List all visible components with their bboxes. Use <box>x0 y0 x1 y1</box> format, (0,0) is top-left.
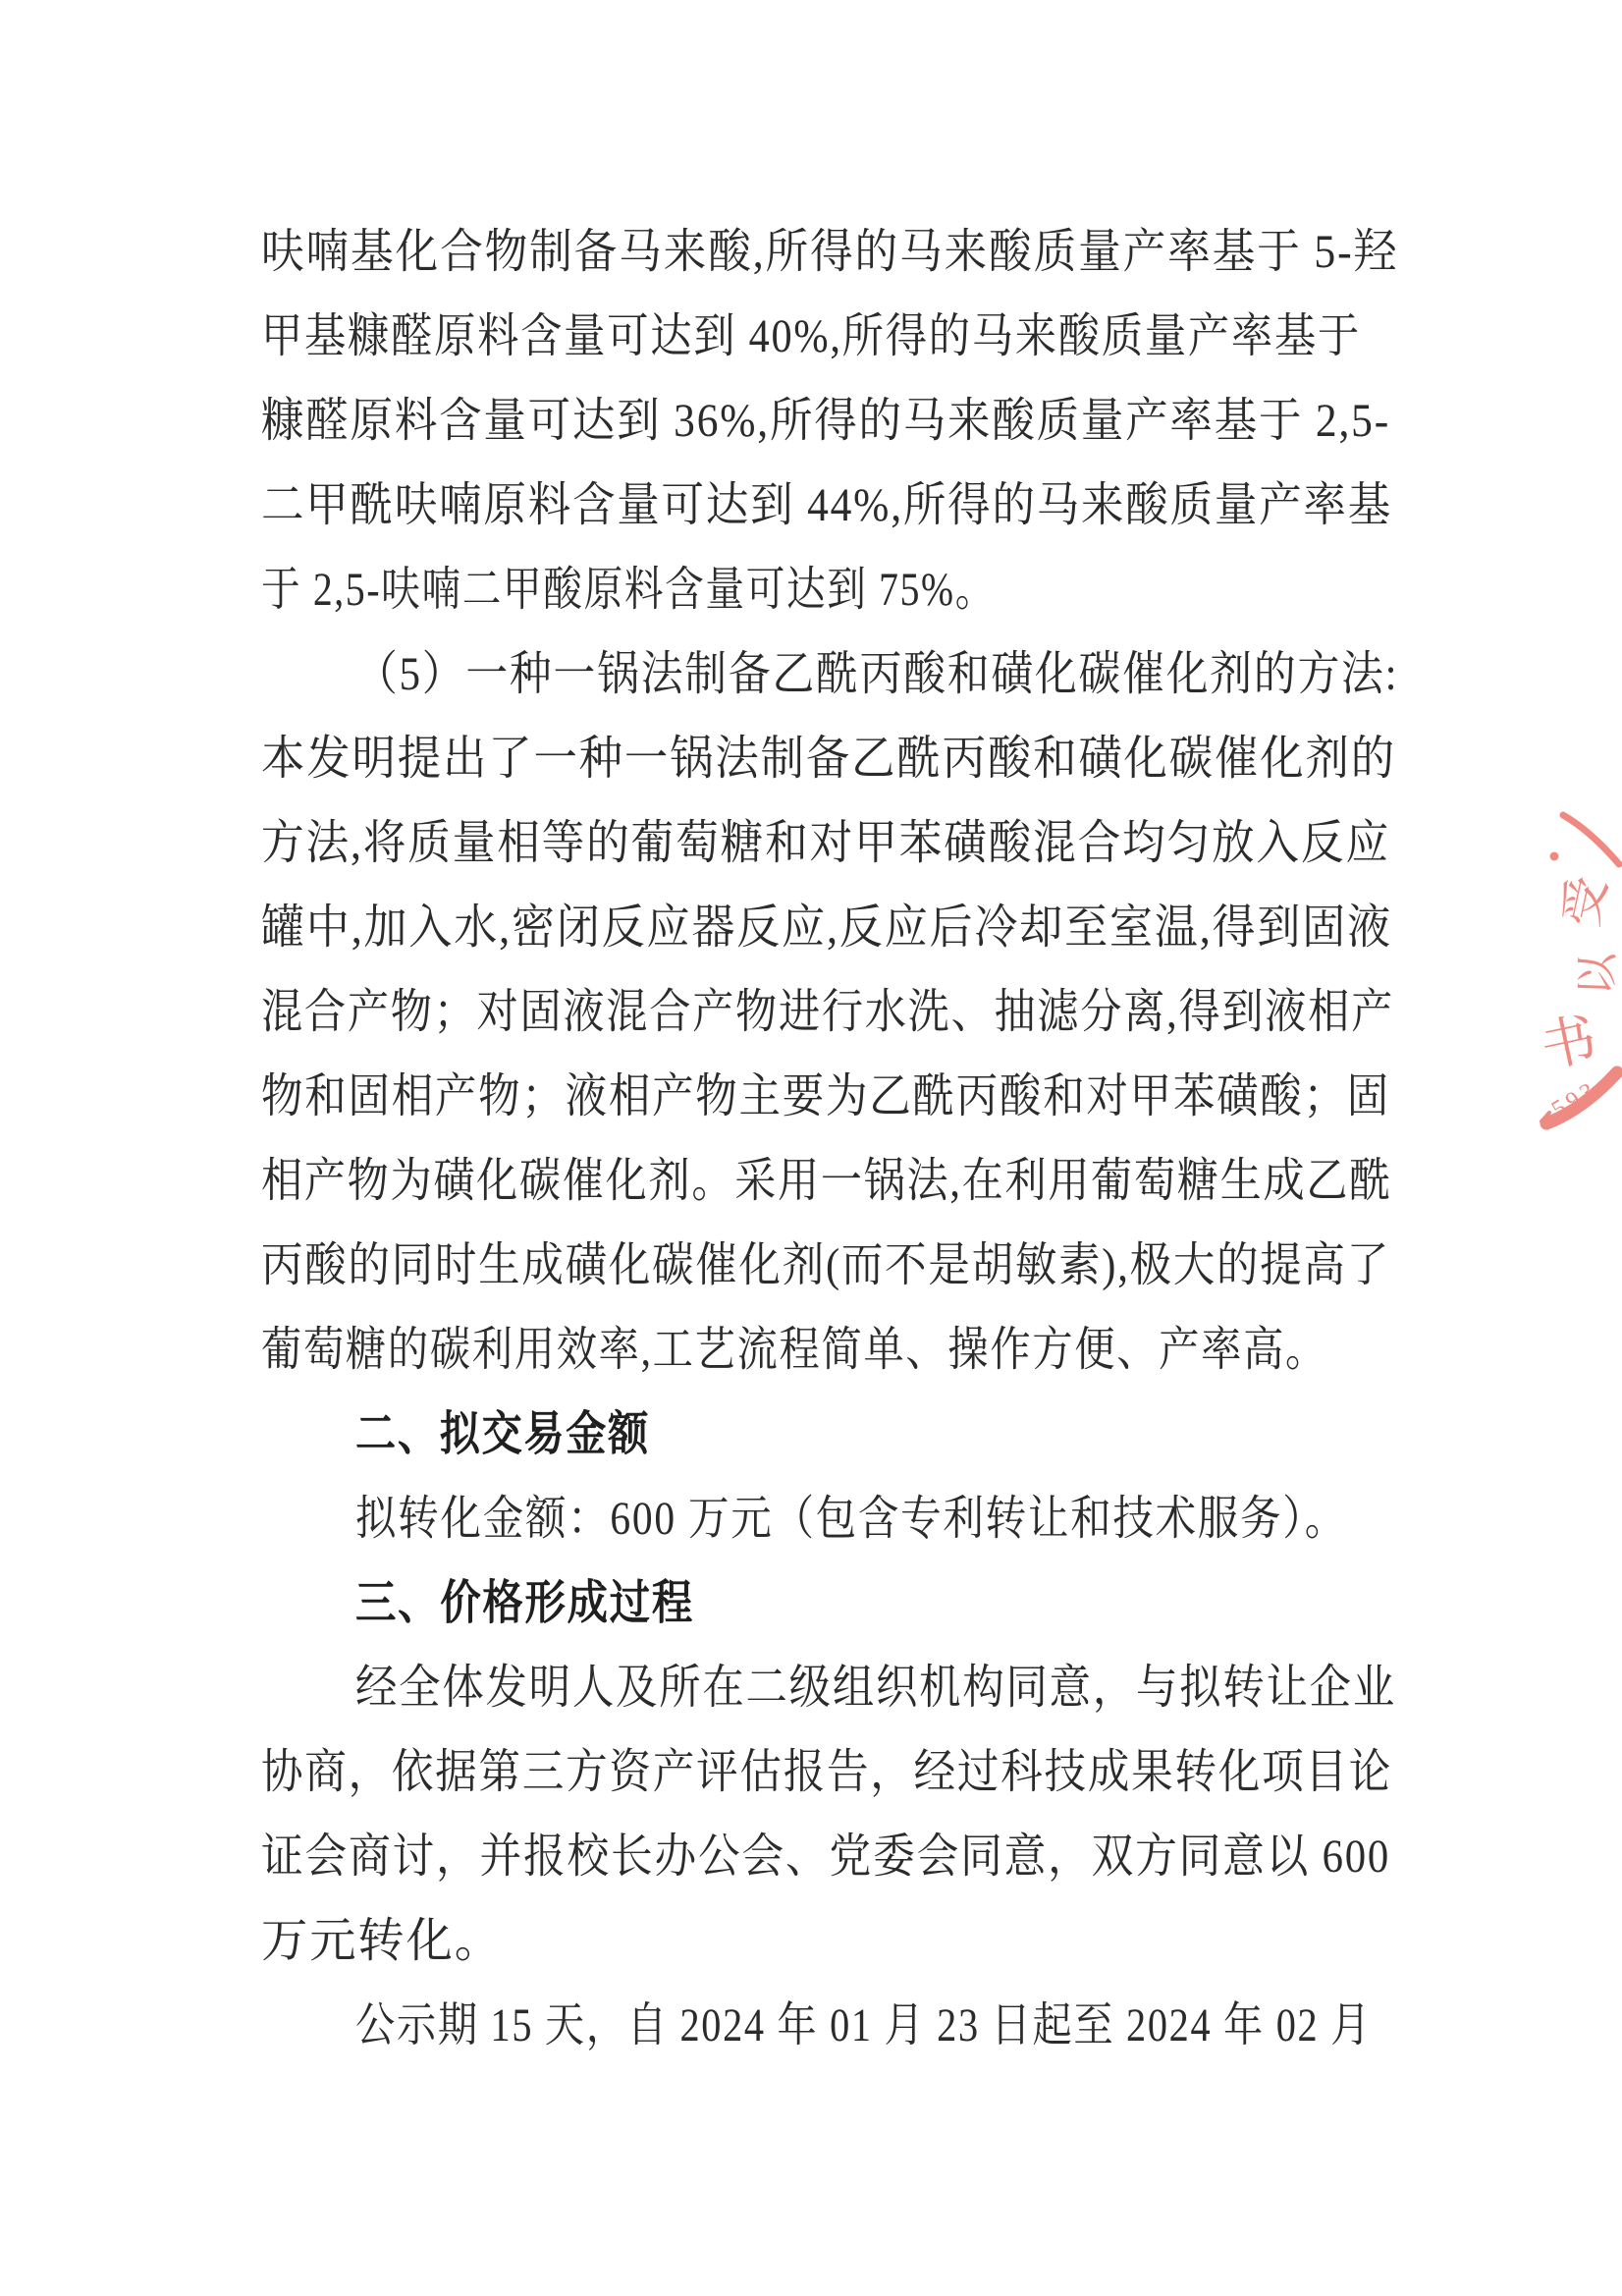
text-line <box>261 1224 1400 1308</box>
text-line-content: 三、价格形成过程 <box>355 1577 695 1629</box>
text-line <box>261 801 1400 886</box>
text-line-content: 于 2,5-呋喃二甲酸原料含量可达到 75%。 <box>261 564 996 616</box>
text-line <box>261 548 1400 632</box>
text-line-content: （5）一种一锅法制备乙酰丙酸和磺化碳催化剂的方法: <box>355 648 1399 700</box>
text-line-content: 方法,将质量相等的葡萄糖和对甲苯磺酸混合均匀放入反应 <box>261 817 1391 869</box>
text-line-content: 经全体发明人及所在二级组织机构同意，与拟转让企业 <box>355 1662 1397 1714</box>
text-line-content: 罐中,加入水,密闭反应器反应,反应后冷却至室温,得到固液 <box>261 902 1393 954</box>
text-line <box>261 1308 1400 1393</box>
text-line-content: 证会商讨，并报校长办公会、党委会同意，双方同意以 600 <box>261 1831 1391 1883</box>
text-line-content: 混合产物；对固液混合产物进行水洗、抽滤分离,得到液相产 <box>261 986 1395 1038</box>
text-line-content: 糠醛原料含量可达到 36%,所得的马来酸质量产率基于 2,5- <box>261 395 1390 447</box>
text-line-content: 协商，依据第三方资产评估报告，经过科技成果转化项目论 <box>261 1746 1393 1798</box>
text-line <box>261 1899 1400 1984</box>
text-line-content: 物和固相产物；液相产物主要为乙酰丙酸和对甲苯磺酸；固 <box>261 1070 1391 1122</box>
section-heading <box>261 1561 1400 1646</box>
text-line <box>261 295 1400 379</box>
text-line <box>261 970 1400 1055</box>
text-line <box>261 1730 1400 1815</box>
text-line-content: 呋喃基化合物制备马来酸,所得的马来酸质量产率基于 5-羟 <box>261 226 1398 278</box>
red-seal-stamp <box>1524 807 1622 1141</box>
text-line <box>261 464 1400 548</box>
text-line-content: 相产物为磺化碳催化剂。采用一锅法,在利用葡萄糖生成乙酰 <box>261 1155 1393 1207</box>
text-line <box>261 1984 1400 2068</box>
text-line <box>261 886 1400 970</box>
text-line-content: 公示期 15 天，自 2024 年 01 月 23 日起至 2024 年 02 月 <box>355 1999 1373 2051</box>
text-line <box>261 717 1400 801</box>
text-line <box>261 632 1400 717</box>
text-line <box>261 1055 1400 1139</box>
text-line <box>261 210 1400 295</box>
text-line-content: 甲基糠醛原料含量可达到 40%,所得的马来酸质量产率基于 <box>261 310 1361 362</box>
document-text-column <box>261 210 1400 2068</box>
text-line <box>261 379 1400 464</box>
stamp-ink-dot <box>1550 852 1559 861</box>
text-line <box>261 1139 1400 1224</box>
stamp-character: 受 <box>1552 871 1617 932</box>
text-line-content: 本发明提出了一种一锅法制备乙酰丙酸和磺化碳催化剂的 <box>261 733 1397 785</box>
text-line <box>261 1815 1400 1899</box>
stamp-serial-digits: 593 <box>1546 1075 1603 1124</box>
stamp-character: 以 <box>1572 952 1622 997</box>
text-line-content: 葡萄糖的碳利用效率,工艺流程简单、操作方便、产率高。 <box>261 1324 1328 1376</box>
text-line-content: 万元转化。 <box>261 1915 504 1967</box>
section-heading <box>261 1393 1400 1477</box>
text-line <box>261 1477 1400 1561</box>
text-line-content: 丙酸的同时生成磺化碳催化剂(而不是胡敏素),极大的提高了 <box>261 1239 1390 1291</box>
text-line-content: 二、拟交易金额 <box>355 1408 651 1460</box>
stamp-character: 书 <box>1536 1008 1602 1080</box>
text-line-content: 二甲酰呋喃原料含量可达到 44%,所得的马来酸质量产率基 <box>261 479 1392 531</box>
text-line-content: 拟转化金额：600 万元（包含专利转让和技术服务）。 <box>355 1493 1348 1545</box>
stamp-rim-arc-top <box>1563 815 1619 864</box>
text-line <box>261 1646 1400 1730</box>
